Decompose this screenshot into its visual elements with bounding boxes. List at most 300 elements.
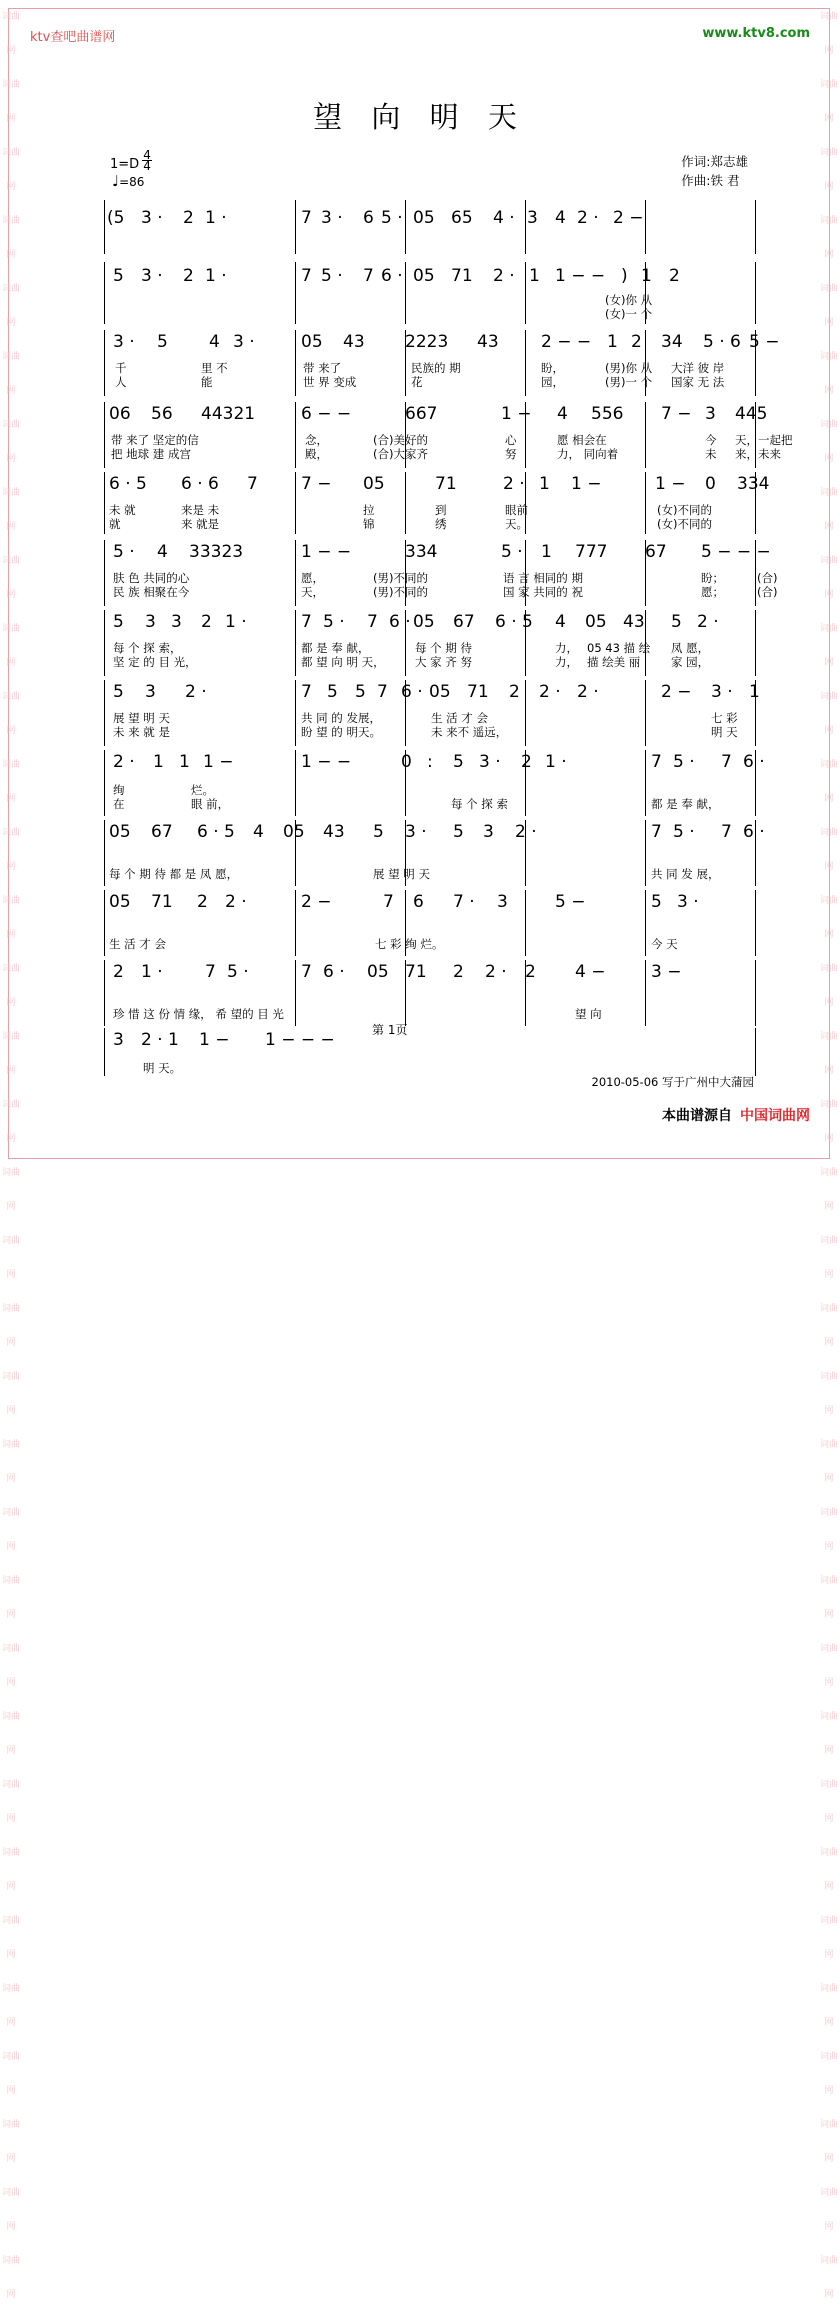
- note-group: 6 ·: [323, 962, 345, 982]
- lyric-text: (男)不同的: [373, 585, 428, 599]
- lyric-text: 盼，: [541, 361, 564, 375]
- lyric-text: 未 来 就 是: [113, 725, 170, 739]
- watermark-char: 词曲网: [819, 1032, 838, 1076]
- barline: [295, 330, 296, 396]
- lyric-text: 民 族 相聚在今: [113, 585, 190, 599]
- watermark-char: 词曲网: [819, 12, 838, 56]
- footer-source: [662, 1105, 810, 1125]
- watermark-char: 词曲网: [819, 284, 838, 328]
- note-group: 5: [651, 892, 662, 912]
- note-group: 7: [383, 892, 394, 912]
- lyric-text: 愿 相会在: [557, 433, 607, 447]
- tempo-value: =86: [119, 175, 145, 189]
- lyric-text: 每 个 探 索，: [113, 641, 182, 655]
- lyric-text: 坚 定 的 目 光，: [113, 655, 197, 669]
- note-group: 71: [435, 474, 457, 494]
- note-group: 2 −: [661, 682, 692, 702]
- watermark-char: 词曲网: [1, 1916, 20, 1960]
- watermark-char: 词曲网: [1, 216, 20, 260]
- time-denominator: 4: [143, 159, 151, 173]
- watermark-char: 词曲网: [1, 2256, 20, 2300]
- lyric-text: 凤 愿，: [671, 641, 710, 655]
- watermark-char: 词曲网: [819, 2052, 838, 2096]
- note-group: 2: [183, 266, 194, 286]
- score-line: [104, 472, 770, 534]
- note-group: 71: [467, 682, 489, 702]
- lyric-text: 力，: [555, 655, 578, 669]
- note-group: 6 ·: [743, 752, 765, 772]
- watermark-char: 词曲网: [1, 1372, 20, 1416]
- barline: [645, 680, 646, 746]
- note-group: 3 ·: [479, 752, 501, 772]
- score-line: [104, 680, 760, 746]
- note-group: 44321: [201, 404, 256, 424]
- score-line: [104, 890, 756, 956]
- watermark-char: 词曲网: [1, 284, 20, 328]
- watermark-char: 词曲网: [1, 760, 20, 804]
- barline: [295, 200, 296, 254]
- lyric-text: 到: [435, 503, 447, 517]
- note-group: 5: [671, 612, 682, 632]
- watermark-char: 词曲网: [819, 1984, 838, 2028]
- barline: [295, 262, 296, 324]
- note-group: 7: [363, 266, 374, 286]
- note-group: 4: [157, 542, 168, 562]
- note-group: 6 · 5: [495, 612, 533, 632]
- lyric-text: 共 同 的 发展，: [301, 711, 381, 725]
- note-group: 5 ·: [227, 962, 249, 982]
- note-group: 05: [109, 892, 131, 912]
- lyric-text: 都 是 奉 献，: [651, 797, 720, 811]
- note-group: 5 − − −: [701, 542, 771, 562]
- note-group: 7: [651, 822, 662, 842]
- lyric-text: 愿，: [301, 571, 324, 585]
- watermark-char: 词曲网: [819, 148, 838, 192]
- note-group: 334: [405, 542, 438, 562]
- note-group: 5: [113, 612, 124, 632]
- barline: [405, 262, 406, 324]
- site-url-right: www.ktv8.com: [702, 26, 810, 41]
- score-line: [104, 610, 756, 676]
- footer-source-site[interactable]: 中国词曲网: [740, 1108, 810, 1124]
- watermark-char: 词曲网: [819, 896, 838, 940]
- watermark-char: 词曲网: [1, 1236, 20, 1280]
- note-group: 1 ·: [205, 208, 227, 228]
- note-group: 05: [429, 682, 451, 702]
- note-group: 5: [453, 822, 464, 842]
- note-group: 6 · 5: [197, 822, 235, 842]
- note-group: 43: [477, 332, 499, 352]
- watermark-char: 词曲网: [1, 148, 20, 192]
- lyric-text: 殿，: [305, 447, 328, 461]
- note-group: 43: [323, 822, 345, 842]
- note-group: 1 − − −: [265, 1030, 335, 1050]
- score-line: [104, 330, 780, 396]
- barline: [295, 960, 296, 1026]
- lyric-text: (男)你 从: [605, 361, 653, 375]
- note-group: 7: [377, 682, 388, 702]
- lyric-text: 努: [505, 447, 517, 461]
- lyric-text: (合)大家齐: [373, 447, 428, 461]
- watermark-char: 词曲网: [819, 828, 838, 872]
- site-name-left: ktv查吧曲谱网: [30, 30, 116, 45]
- watermark-char: 词曲网: [1, 488, 20, 532]
- note-group: 3 ·: [233, 332, 255, 352]
- note-group: 3 ·: [677, 892, 699, 912]
- note-group: 6 ·: [401, 682, 423, 702]
- footer-date: 2010-05-06 写于广州中大蒲园: [591, 1075, 754, 1089]
- lyric-text: 国家 无 法: [671, 375, 725, 389]
- barline: [295, 750, 296, 816]
- watermark-char: 词曲网: [1, 2120, 20, 2164]
- note-group: 3 ·: [711, 682, 733, 702]
- note-group: 6 · 6: [181, 474, 219, 494]
- note-group: 65: [451, 208, 473, 228]
- score-line: [104, 540, 778, 606]
- lyric-text: 世 界 变成: [303, 375, 357, 389]
- note-group: 5: [157, 332, 168, 352]
- note-group: ): [621, 266, 628, 286]
- note-group: 2: [453, 962, 464, 982]
- score-line: [104, 960, 756, 1026]
- note-group: 5: [113, 266, 124, 286]
- note-group: 5 · 6: [703, 332, 741, 352]
- note-group: 2 ·: [503, 474, 525, 494]
- lyric-text: 大 家 齐 努: [415, 655, 472, 669]
- watermark-char: 词曲网: [1, 1712, 20, 1756]
- lyric-text: 肤 色 共同的心: [113, 571, 190, 585]
- note-group: 05: [585, 612, 607, 632]
- note-group: 3: [497, 892, 508, 912]
- note-group: 1: [749, 682, 760, 702]
- note-group: 6 ·: [381, 266, 403, 286]
- watermark-char: 词曲网: [819, 1304, 838, 1348]
- note-group: 0: [401, 752, 412, 772]
- page-number: 第 1页: [372, 1023, 408, 1037]
- note-group: 3: [483, 822, 494, 842]
- note-group: :: [427, 752, 433, 772]
- lyric-text: (男)不同的: [373, 571, 428, 585]
- note-group: 4: [209, 332, 220, 352]
- note-group: 6: [363, 208, 374, 228]
- note-group: 4 ·: [493, 208, 515, 228]
- note-group: 71: [151, 892, 173, 912]
- lyric-text: 来是 未: [181, 503, 220, 517]
- note-group: 6 ·: [389, 612, 411, 632]
- lyric-text: 拉: [363, 503, 375, 517]
- note-group: 2 ·: [225, 892, 247, 912]
- watermark-char: 词曲网: [1, 896, 20, 940]
- watermark-char: 词曲网: [819, 964, 838, 1008]
- lyric-text: 七 彩: [711, 711, 738, 725]
- note-group: 1 ·: [205, 266, 227, 286]
- watermark-char: 词曲网: [819, 1916, 838, 1960]
- note-group: 7: [301, 266, 312, 286]
- note-group: 67: [645, 542, 667, 562]
- watermark-char: 词曲网: [1, 1032, 20, 1076]
- lyric-text: 千: [115, 361, 127, 375]
- lyric-text: 园，: [541, 375, 564, 389]
- note-group: 33323: [189, 542, 244, 562]
- note-group: 3: [527, 208, 538, 228]
- lyric-text: 生 活 才 会: [109, 937, 166, 951]
- watermark-char: 词曲网: [1, 1168, 20, 1212]
- note-group: 5 ·: [381, 208, 403, 228]
- note-group: 2 ·: [185, 682, 207, 702]
- watermark-char: 词曲网: [1, 420, 20, 464]
- credits: [681, 152, 748, 190]
- lyric-text: 盼 望 的 明天。: [301, 725, 381, 739]
- note-group: 05: [413, 612, 435, 632]
- watermark-char: 词曲网: [819, 760, 838, 804]
- lyric-text: 天。: [505, 517, 528, 531]
- watermark-char: 词曲网: [1, 2188, 20, 2232]
- note-group: 2: [521, 752, 532, 772]
- note-group: 3 ·: [141, 266, 163, 286]
- note-group: 2 −: [613, 208, 644, 228]
- watermark-char: 词曲网: [819, 1848, 838, 1892]
- note-group: 7 −: [301, 474, 332, 494]
- lyric-text: 今 天: [651, 937, 678, 951]
- lyric-text: 天，: [301, 585, 324, 599]
- lyric-text: 都 望 向 明 天，: [301, 655, 385, 669]
- note-group: 1 −: [501, 404, 532, 424]
- note-group: 7: [721, 822, 732, 842]
- barline: [405, 200, 406, 254]
- watermark-char: 词曲网: [1, 828, 20, 872]
- lyric-text: 明 天。: [143, 1061, 182, 1075]
- note-group: 3 ·: [141, 208, 163, 228]
- note-group: 1: [153, 752, 164, 772]
- lyric-text: 明 天: [711, 725, 738, 739]
- lyric-text: 力，: [555, 641, 578, 655]
- lyric-text: 未 来不 遥远，: [431, 725, 508, 739]
- note-group: 43: [343, 332, 365, 352]
- lyric-text: 七 彩 绚 烂。: [375, 937, 444, 951]
- lyric-text: 眼 前，: [191, 797, 230, 811]
- lyric-text: 愿；: [701, 585, 724, 599]
- lyric-text: (女)不同的: [657, 517, 712, 531]
- note-group: 1: [641, 266, 652, 286]
- watermark-char: 词曲网: [1, 1780, 20, 1824]
- barline: [405, 472, 406, 534]
- lyric-text: 在: [113, 797, 125, 811]
- note-group: 777: [575, 542, 608, 562]
- note-group: (5: [107, 208, 125, 228]
- lyric-text: 天，一起把: [735, 433, 793, 447]
- note-group: 1: [529, 266, 540, 286]
- lyric-text: 珍 惜 这 份 情 缘， 希 望的 目 光: [113, 1007, 284, 1021]
- score-line: [104, 262, 756, 324]
- lyric-text: 共 同 发 展，: [651, 867, 720, 881]
- watermark-char: 词曲网: [819, 2188, 838, 2232]
- note-group: 2 − −: [541, 332, 592, 352]
- note-group: 7: [247, 474, 258, 494]
- note-group: 71: [405, 962, 427, 982]
- watermark-char: 词曲网: [819, 1644, 838, 1688]
- watermark-char: 词曲网: [1, 624, 20, 668]
- note-group: 2223: [405, 332, 449, 352]
- barline: [645, 402, 646, 468]
- watermark-char: 词曲网: [819, 1780, 838, 1824]
- barline: [645, 820, 646, 886]
- lyric-text: 念，: [305, 433, 328, 447]
- note-group: 5 ·: [673, 752, 695, 772]
- watermark-char: 词曲网: [1, 1984, 20, 2028]
- watermark-char: 词曲网: [1, 1848, 20, 1892]
- lyric-text: 描 绘美 丽: [587, 655, 641, 669]
- score-line: [104, 402, 793, 468]
- barline: [525, 330, 526, 396]
- watermark-char: 词曲网: [819, 1372, 838, 1416]
- note-group: 05: [367, 962, 389, 982]
- watermark-char: 词曲网: [819, 420, 838, 464]
- note-group: 2 · 1: [141, 1030, 179, 1050]
- note-group: 3: [171, 612, 182, 632]
- note-group: 7: [301, 612, 312, 632]
- watermark-char: 词曲网: [819, 352, 838, 396]
- note-group: 445: [735, 404, 768, 424]
- note-group: 2: [669, 266, 680, 286]
- note-group: 556: [591, 404, 624, 424]
- note-group: 4: [555, 208, 566, 228]
- lyric-text: (合)美好的: [373, 433, 428, 447]
- note-group: 5 ·: [321, 266, 343, 286]
- note-group: 2 ·: [485, 962, 507, 982]
- watermark-char: 词曲网: [819, 1236, 838, 1280]
- lyric-text: 都 是 奉 献，: [301, 641, 370, 655]
- note-group: 1 ·: [225, 612, 247, 632]
- lyric-text: 烂。: [191, 783, 214, 797]
- lyric-text: (合): [757, 571, 778, 585]
- watermark-char: 词曲网: [819, 216, 838, 260]
- note-group: 5: [453, 752, 464, 772]
- watermark-char: 词曲网: [819, 488, 838, 532]
- note-group: 1 − −: [301, 542, 352, 562]
- note-group: 4: [557, 404, 568, 424]
- note-group: 1 −: [571, 474, 602, 494]
- note-group: 2: [183, 208, 194, 228]
- watermark-char: 词曲网: [1, 556, 20, 600]
- key-signature: [110, 150, 152, 172]
- barline: [295, 680, 296, 746]
- lyric-text: 心: [505, 433, 517, 447]
- note-group: 2 ·: [113, 752, 135, 772]
- note-group: 43: [623, 612, 645, 632]
- score-line: [104, 750, 765, 816]
- note-group: 67: [151, 822, 173, 842]
- lyric-text: 把 地球 建 成宫: [111, 447, 191, 461]
- note-group: 3 ·: [113, 332, 135, 352]
- note-group: 1: [607, 332, 618, 352]
- footer-source-label: 本曲谱源自: [662, 1108, 732, 1124]
- note-group: 5 −: [555, 892, 586, 912]
- watermark-char: 词曲网: [1, 1508, 20, 1552]
- lyric-text: 05 43 描 绘: [587, 641, 651, 655]
- note-group: 2: [525, 962, 536, 982]
- lyric-text: 家 园，: [671, 655, 710, 669]
- lyricist: 作词:郑志雄: [681, 154, 748, 169]
- lyric-text: 力， 同向着: [557, 447, 619, 461]
- note-group: 3 −: [651, 962, 682, 982]
- barline: [525, 890, 526, 956]
- barline: [295, 402, 296, 468]
- note-group: 1: [539, 474, 550, 494]
- lyric-text: 未: [705, 447, 717, 461]
- watermark-char: 词曲网: [819, 624, 838, 668]
- note-group: 7: [651, 752, 662, 772]
- lyric-text: 能: [201, 375, 213, 389]
- note-group: 2 ·: [697, 612, 719, 632]
- lyric-text: 绣: [435, 517, 447, 531]
- note-group: 7: [301, 208, 312, 228]
- note-group: 56: [151, 404, 173, 424]
- note-group: 2: [201, 612, 212, 632]
- note-group: 6: [413, 892, 424, 912]
- lyric-text: (女)一 个: [605, 307, 653, 321]
- watermark-char: 词曲网: [819, 692, 838, 736]
- lyric-text: 来 就是: [181, 517, 220, 531]
- barline: [525, 262, 526, 324]
- note-group: 3 ·: [405, 822, 427, 842]
- note-group: 05: [301, 332, 323, 352]
- note-group: 5: [327, 682, 338, 702]
- lyric-text: 每 个 期 待: [415, 641, 472, 655]
- note-group: 5: [113, 682, 124, 702]
- watermark-char: 词曲网: [1, 80, 20, 124]
- note-group: 2: [113, 962, 124, 982]
- watermark-char: 词曲网: [1, 1440, 20, 1484]
- note-group: 7: [721, 752, 732, 772]
- lyric-text: 花: [411, 375, 423, 389]
- barline: [295, 890, 296, 956]
- note-group: 2: [631, 332, 642, 352]
- lyric-text: 未 就: [109, 503, 136, 517]
- note-group: 5 ·: [501, 542, 523, 562]
- lyric-text: 就: [109, 517, 121, 531]
- lyric-text: 带 来了 坚定的信: [111, 433, 199, 447]
- lyric-text: 里 不: [201, 361, 228, 375]
- note-group: 4: [253, 822, 264, 842]
- note-group: 3 ·: [321, 208, 343, 228]
- lyric-text: 大洋 彼 岸: [671, 361, 725, 375]
- lyric-text: (男)一 个: [605, 375, 653, 389]
- lyric-text: 眼前: [505, 503, 528, 517]
- note-group: 4: [555, 612, 566, 632]
- note-group: 1 −: [199, 1030, 230, 1050]
- lyric-text: (女)不同的: [657, 503, 712, 517]
- note-group: 67: [453, 612, 475, 632]
- note-group: 0: [705, 474, 716, 494]
- note-group: 71: [451, 266, 473, 286]
- lyric-text: 每 个 探 索: [451, 797, 508, 811]
- note-group: 7 ·: [453, 892, 475, 912]
- note-group: 2 ·: [539, 682, 561, 702]
- note-group: 4 −: [575, 962, 606, 982]
- lyric-text: 望 向: [575, 1007, 602, 1021]
- barline: [645, 750, 646, 816]
- note-group: 1 − −: [301, 752, 352, 772]
- lyric-text: 今: [705, 433, 717, 447]
- note-group: 5 ·: [323, 612, 345, 632]
- note-group: 1 −: [203, 752, 234, 772]
- note-group: 3: [113, 1030, 124, 1050]
- note-group: 2 ·: [515, 822, 537, 842]
- barline: [525, 680, 526, 746]
- watermark-char: 词曲网: [1, 1576, 20, 1620]
- watermark-char: 词曲网: [1, 1644, 20, 1688]
- note-group: 1 ·: [545, 752, 567, 772]
